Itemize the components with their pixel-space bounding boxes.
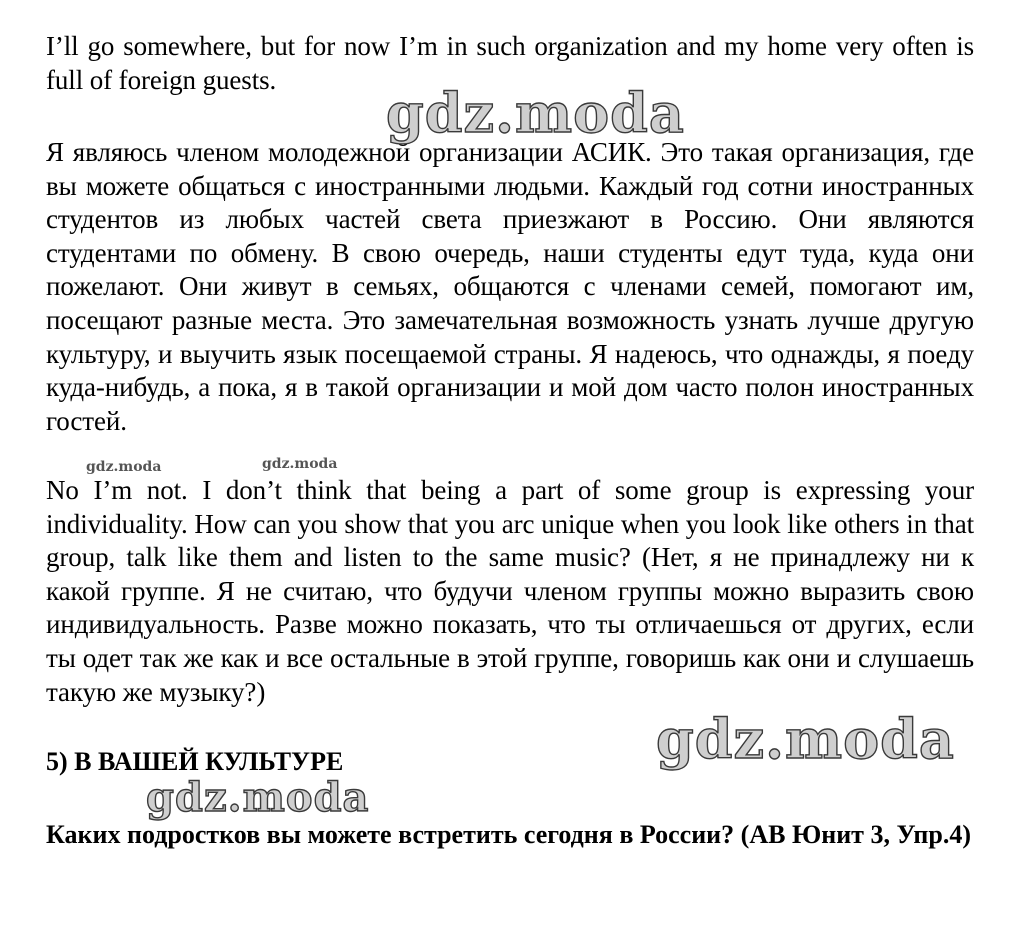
paragraph-answer-group: No I’m not. I don’t think that being a part of some group is expressing your individuality. How can you show that you arc unique when you look like others in that group, talk like them and listen to the same music? (Нет, я не принадлежу ни к какой группе. Я не считаю, что будучи членом группы можно выразить свою индивидуальность. Разве можно показать, что ты отличаешься от других, если ты одет так же как и все остальные в этой группе, говоришь как они и слушаешь такую же музыку?) — [46, 475, 974, 707]
watermark-logo-small: gdz.moda — [262, 456, 338, 472]
paragraph-english-intro: I’ll go somewhere, but for now I’m in such organization and my home very often is full of foreign guests. — [46, 31, 974, 95]
watermark-logo: gdz.moda — [146, 774, 370, 821]
exercise-question: Каких подростков вы можете встретить сегодня в России? (АВ Юнит 3, Упр.4) — [46, 820, 971, 849]
watermark-logo: gdz.moda — [386, 81, 685, 145]
section-heading: 5) В ВАШЕЙ КУЛЬТУРЕ — [46, 747, 344, 776]
paragraph-russian-translation: Я являюсь членом молодежной организации АСИК. Это такая организация, где вы можете общаться с иностранными людьми. Каждый год сотни иностранных студентов из любых частей света приезжают в Россию. Они являются студентами по обмену. В свою очередь, наши студенты едут туда, куда они пожелают. Они живут в семьях, общаются с членами семей, помогают им, посещают разные места. Это замечательная возможность узнать лучше другую культуру, и выучить язык посещаемой страны. Я надеюсь, что однажды, я поеду куда-нибудь, а пока, я в такой организации и мой дом часто полон иностранных гостей. — [46, 137, 974, 436]
watermark-logo: gdz.moda — [656, 707, 955, 771]
watermark-logo-small: gdz.moda — [86, 459, 162, 475]
